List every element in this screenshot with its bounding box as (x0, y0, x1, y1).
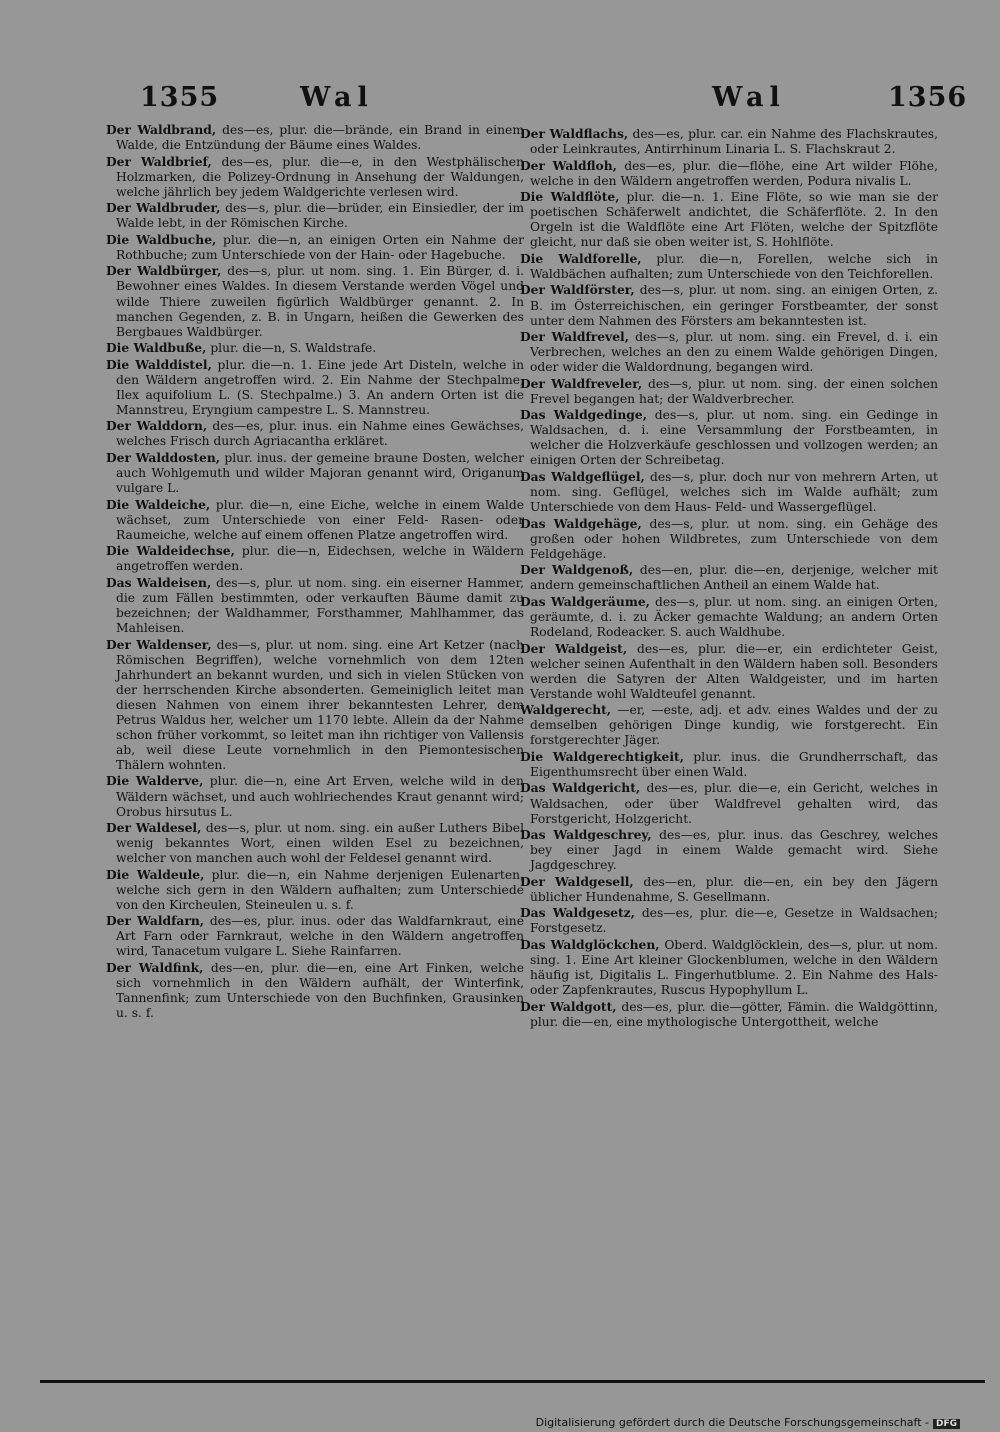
entry-headword: Der Walddosten, (106, 449, 221, 465)
dictionary-entry (106, 543, 524, 574)
entry-definition: des—s, plur. ut nom. sing. an einigen Orten, geräumte, d. i. zu Äcker gemachte Waldung; an andern Orten Rodeland, Rodeacker. S. auch Waldhube. (530, 594, 938, 639)
entry-headword: Das Waldgericht, (520, 780, 641, 796)
right-column (520, 126, 938, 1030)
entry-headword: Der Waldbrand, (106, 122, 217, 137)
entry-headword: Der Waldbürger, (106, 263, 222, 279)
dictionary-entry (520, 189, 938, 250)
entry-headword: Der Waldbrief, (106, 153, 212, 169)
entry-headword: Der Waldgott, (520, 998, 617, 1014)
entry-headword: Der Waldförster, (520, 282, 635, 298)
dictionary-entry (520, 641, 938, 702)
entry-definition: des—s, plur. die—brüder, ein Einsiedler, der im Walde lebt, in der Römischen Kirche. (116, 201, 525, 231)
entry-definition: plur. die—n, an einigen Orten ein Nahme der Rothbuche; zum Unterschiede von der Hain- oder Hagebuche. (116, 232, 524, 262)
entry-headword: Die Waldeidechse, (106, 543, 235, 559)
entry-definition: plur. die—n, Forellen, welche sich in Waldbächen aufhalten; zum Unterschiede von den Teichforellen. (530, 251, 938, 281)
entry-definition: des—en, plur. die—en, derjenige, welcher mit andern gemeinschaftlichen Antheil an einem Walde hat. (530, 563, 938, 593)
entry-headword: Die Walderve, (106, 773, 204, 789)
dictionary-entry (106, 340, 524, 356)
dictionary-entry (106, 154, 524, 200)
entry-definition: des—s, plur. ut nom. sing. der einen solchen Frevel begangen hat; der Waldverbrecher. (530, 376, 938, 406)
dictionary-entry (106, 232, 524, 263)
entry-definition: plur. die—n. 1. Eine jede Art Disteln, welche in den Wäldern angetroffen wird. 2. Ein Nahme der Stechpalme, Ilex aquifolium L. (S. Stechpalme.) 3. An andern Orten ist die Mannstreu, Eryngium campestre L. S. Mannstreu. (116, 357, 524, 417)
entry-headword: Der Waldfarn, (106, 913, 205, 929)
dictionary-entry (106, 637, 524, 773)
running-head-left: Wal (300, 82, 374, 113)
dictionary-entry (520, 282, 938, 328)
dictionary-entry (106, 575, 524, 636)
entry-definition: des—es, plur. die—brände, ein Brand in einem Walde, die Entzündung der Bäume eines Waldes. (116, 123, 524, 153)
dictionary-entry (106, 200, 524, 231)
dictionary-entry (520, 874, 938, 905)
entry-headword: Die Waldbuße, (106, 340, 207, 356)
entry-headword: Der Waldbruder, (106, 200, 221, 216)
dictionary-entry (520, 126, 938, 157)
entry-definition: plur. die—n, eine Eiche, welche in einem Walde wächset, zum Unterschiede von einer Feld- Rasen- oder Raumeiche, welche auf einem offenen Platze angetroffen wird. (116, 497, 524, 542)
entry-definition: des—es, plur. die—e, in den Westphälischen Holzmarken, die Polizey-Ordnung in Ansehung der Waldungen, welche jährlich bey jedem Waldgerichte verlesen wird. (116, 154, 524, 199)
entry-headword: Die Waldflöte, (520, 189, 620, 205)
dictionary-entry (520, 999, 938, 1030)
entry-definition: des—s, plur. doch nur von mehrern Arten, ut nom. sing. Geflügel, welches sich im Walde aufhält; zum Unterschiede von dem Haus- Feld- und Wassergeflügel. (530, 470, 938, 515)
dfg-logo: DFG (933, 1419, 960, 1429)
entry-definition: Oberd. Waldglöcklein, des—s, plur. ut nom. sing. 1. Eine Art kleiner Glockenblumen, welche in den Wäldern häufig ist, Digitalis L. Fingerhutblume. 2. Ein Nahme des Hals- oder Zapfenkrautes, Ruscus Hypophyllum L. (530, 937, 938, 998)
credit-text: Digitalisierung gefördert durch die Deutsche Forschungsgemeinschaft - (535, 1416, 929, 1429)
entry-headword: Das Waldgeräume, (520, 593, 650, 609)
entry-definition: des—es, plur. die—e, Gesetze in Waldsachen; Forstgesetz. (530, 906, 938, 936)
dictionary-entry (106, 960, 524, 1021)
entry-headword: Der Waldgenoß, (520, 562, 634, 578)
entry-headword: Der Waldfloh, (520, 157, 617, 173)
entry-headword: Der Waldfink, (106, 960, 204, 976)
entry-definition: des—es, plur. inus. ein Nahme eines Gewächses, welches Frisch durch Agriacantha erkläret. (116, 419, 524, 449)
dictionary-entry (106, 913, 524, 959)
entry-definition: plur. die—n, Eidechsen, welche in Wäldern angetroffen werden. (116, 544, 524, 574)
dictionary-entry (520, 749, 938, 780)
entry-definition: des—en, plur. die—en, eine Art Finken, welche sich vornehmlich in den Wäldern aufhält, der Winterfink, Tannenfink; zum Unterschiede von den Buchfinken, Grausinken u. s. f. (116, 961, 524, 1021)
entry-headword: Der Waldgesell, (520, 873, 634, 889)
entry-headword: Das Waldgehäge, (520, 515, 642, 531)
entry-definition: des—en, plur. die—en, ein bey den Jägern üblicher Hundenahme, S. Gesellmann. (530, 874, 938, 904)
dictionary-entry (106, 867, 524, 913)
entry-headword: Der Waldesel, (106, 820, 202, 836)
entry-headword: Das Waldgedinge, (520, 407, 648, 423)
digitization-credit (536, 1416, 960, 1429)
bottom-rule (40, 1380, 985, 1383)
entry-definition: des—s, plur. ut nom. sing. ein außer Luthers Bibel wenig bekanntes Wort, einen wilden Esel zu bezeichnen, welcher von manchen auch wohl der Feldesel genannt wird. (116, 821, 525, 866)
dictionary-entry (106, 357, 524, 418)
dictionary-entry (106, 263, 524, 339)
dictionary-entry (106, 418, 524, 449)
entry-headword: Das Waldgeflügel, (520, 469, 645, 485)
entry-definition: plur. die—n. 1. Eine Flöte, so wie man sie der poetischen Schäferwelt andichtet, die Schäferflöte. 2. In den Orgeln ist die Waldflöte eine Art Flöten, welche der Spitzflöte gleicht, nur daß sie oben weiter ist, S. Hohlflöte. (530, 190, 938, 250)
entry-headword: Das Waldglöckchen, (520, 936, 660, 952)
dictionary-entry (520, 562, 938, 593)
dictionary-entry (106, 497, 524, 543)
entry-headword: Der Waldgeist, (520, 640, 628, 656)
dictionary-entry (520, 469, 938, 515)
dictionary-entry (520, 905, 938, 936)
entry-definition: plur. die—n, S. Waldstrafe. (206, 341, 377, 356)
dictionary-entry (106, 773, 524, 819)
entry-definition: des—es, plur. car. ein Nahme des Flachskrautes, oder Leinkrautes, Antirrhinum Linaria L. S. Flachskraut 2. (530, 127, 938, 157)
dictionary-entry (106, 820, 524, 866)
entry-headword: Der Waldenser, (106, 636, 212, 652)
entry-definition: plur. die—n, ein Nahme derjenigen Eulenarten, welche sich gern in den Wäldern aufhalten; zum Unterschiede von den Kircheulen, Steineulen u. s. f. (116, 867, 524, 912)
dictionary-entry (520, 780, 938, 826)
entry-headword: Die Waldeiche, (106, 496, 211, 512)
dictionary-entry (520, 827, 938, 873)
entry-definition: des—s, plur. ut nom. sing. ein eiserner Hammer, die zum Fällen bestimmten, oder verkauften Bäume damit zu bezeichnen; der Waldhammer, Forsthammer, Mahlhammer, das Mahleisen. (116, 575, 525, 635)
entry-headword: Die Waldeule, (106, 866, 205, 882)
entry-headword: Der Waldfreveler, (520, 375, 643, 391)
entry-definition: des—s, plur. ut nom. sing. ein Frevel, d. i. ein Verbrechen, welches an den zu einem Walde gehörigen Dingen, oder wider die Waldordnung, begangen wird. (530, 330, 938, 375)
entry-definition: des—es, plur. inus. oder das Waldfarnkraut, eine Art Farn oder Farnkraut, welche in den Wäldern angetroffen wird, Tanacetum vulgare L. Siehe Rainfarren. (116, 914, 524, 959)
entry-headword: Die Waldforelle, (520, 250, 642, 266)
entry-headword: Die Waldbuche, (106, 231, 217, 247)
entry-headword: Der Walddorn, (106, 418, 208, 434)
entry-headword: Die Waldgerechtigkeit, (520, 748, 684, 764)
dictionary-entry (520, 937, 938, 998)
entry-definition: plur. inus. die Grundherrschaft, das Eigenthumsrecht über einen Wald. (530, 749, 938, 779)
dictionary-entry (520, 251, 938, 282)
entry-definition: des—es, plur. die—er, ein erdichteter Geist, welcher seinen Aufenthalt in den Wäldern haben soll. Besonders werden die Satyren der Alten Waldgeister, und im harten Verstande wohl Waldteufel genannt. (530, 641, 938, 701)
dictionary-entry (520, 516, 938, 562)
dictionary-entry (520, 594, 938, 640)
running-head-right: Wal (712, 82, 786, 113)
dictionary-entry (520, 158, 938, 189)
entry-headword: Waldgerecht, (520, 702, 612, 718)
entry-headword: Der Waldflachs, (520, 126, 629, 141)
entry-definition: des—es, plur. die—götter, Fämin. die Waldgöttinn, plur. die—en, eine mythologische Untergottheit, welche (530, 999, 938, 1029)
entry-definition: des—s, plur. ut nom. sing. ein Gehäge des großen oder hohen Wildbretes, zum Unterschiede von dem Feldgehäge. (530, 516, 938, 561)
dictionary-entry (520, 376, 938, 407)
left-column (106, 122, 524, 1022)
entry-definition: des—es, plur. inus. das Geschrey, welches bey einer Jagd in einem Walde gemacht wird. Siehe Jagdgeschrey. (530, 828, 938, 873)
dictionary-entry (520, 407, 938, 468)
dictionary-entry (520, 329, 938, 375)
entry-definition: des—s, plur. ut nom. sing. eine Art Ketzer (nach Römischen Begriffen), welche vornehmlich von dem 12ten Jahrhundert an bekannt wurden, und sich in vielen Stücken von der herrschenden Kirche absonderten. Gemeiniglich leitet man diesen Nahmen von einem ihrer bekanntesten Lehrer, dem Petrus Waldus her, welcher um 1170 lebte. Allein da der Nahme schon früher vorkommt, so leitet man ihn richtiger von Vallensis ab, weil diese Leute vornehmlich in den Piemontesischen Thälern wohnten. (116, 637, 524, 772)
entry-headword: Die Walddistel, (106, 356, 212, 372)
entry-definition: des—es, plur. die—e, ein Gericht, welches in Waldsachen, oder über Waldfrevel gehalten wird, das Forstgericht, Holzgericht. (530, 781, 938, 826)
entry-headword: Das Waldgesetz, (520, 905, 635, 921)
page-number-left: 1355 (140, 82, 220, 113)
entry-headword: Das Waldgeschrey, (520, 827, 652, 843)
entry-definition: plur. inus. der gemeine braune Dosten, welcher auch Wohlgemuth und wilder Majoran genannt wird, Origanum vulgare L. (116, 450, 524, 496)
page-number-right: 1356 (888, 82, 968, 113)
entry-definition: des—s, plur. ut nom. sing. ein Gedinge in Waldsachen, d. i. eine Versammlung der Forstbeamten, in welcher die Holzverkäufe geschlossen und vollzogen werden; an einigen Orten der Schreibetag. (530, 408, 938, 468)
entry-definition: des—s, plur. ut nom. sing. an einigen Orten, z. B. im Österreichischen, ein geringer Forstbeamter, der sonst unter dem Nahmen des Försters am bekanntesten ist. (530, 283, 938, 328)
entry-headword: Das Waldeisen, (106, 574, 212, 590)
dictionary-entry (106, 122, 524, 153)
entry-headword: Der Waldfrevel, (520, 329, 629, 345)
entry-definition: —er, —este, adj. et adv. eines Waldes und der zu demselben gehörigen Dinge kundig, wie forstgerecht. Ein forstgerechter Jäger. (530, 703, 938, 748)
entry-definition: des—s, plur. ut nom. sing. 1. Ein Bürger, d. i. Bewohner eines Waldes. In diesem Verstande werden Vögel und wilde Thiere zuweilen figürlich Waldbürger genannt. 2. In manchen Gegenden, z. B. in Ungarn, heißen die Gewerken des Bergbaues Waldbürger. (116, 264, 524, 339)
entry-definition: plur. die—n, eine Art Erven, welche wild in den Wäldern wächset, und auch wohlriechendes Kraut genannt wird; Orobus hirsutus L. (116, 774, 524, 819)
entry-definition: des—es, plur. die—flöhe, eine Art wilder Flöhe, welche in den Wäldern angetroffen werden, Podura nivalis L. (530, 158, 938, 188)
dictionary-entry (520, 702, 938, 748)
dictionary-entry (106, 450, 524, 496)
